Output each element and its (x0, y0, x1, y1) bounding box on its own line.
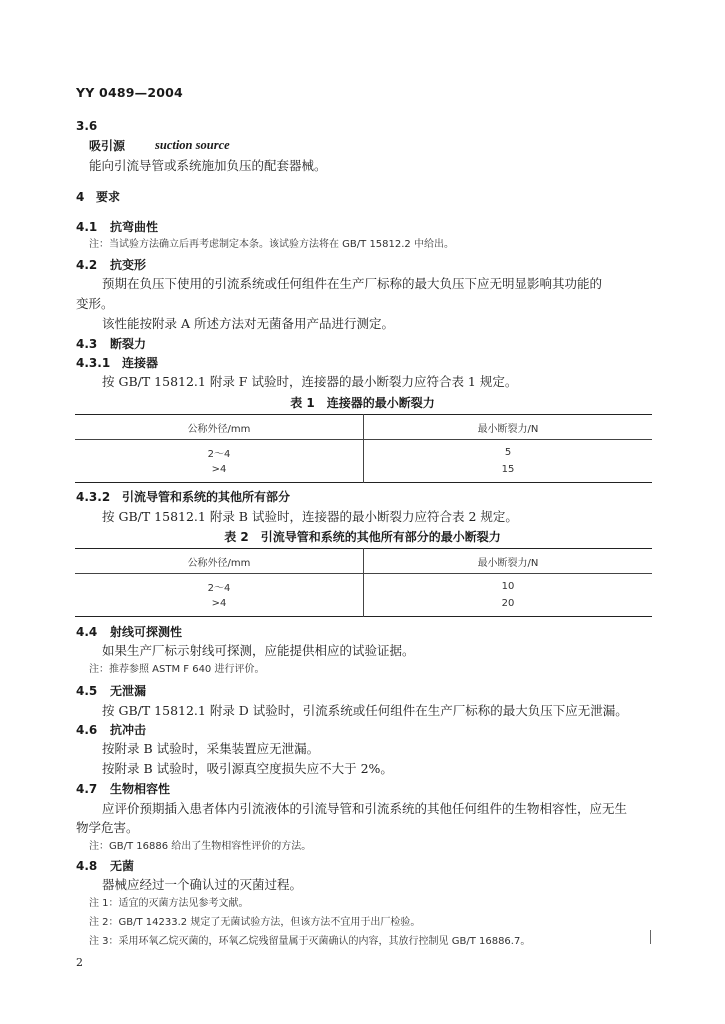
section-4-4-title: 射线可探测性 (110, 625, 183, 639)
section-4-2-title: 抗变形 (110, 258, 147, 272)
table-1-header-diameter: 公称外径/mm (75, 415, 364, 440)
section-4-title: 要求 (96, 190, 121, 204)
section-4-3-1-text: 按 GB/T 15812.1 附录 F 试验时，连接器的最小断裂力应符合表 1 规定。 (102, 374, 518, 389)
table-cell: >4 (75, 595, 364, 617)
table-cell: 2～4 (75, 574, 364, 596)
section-4-1-note: 注：当试验方法确立后再考虑制定本条。该试验方法将在 GB/T 15812.2 中给出。 (89, 239, 454, 250)
table-1-caption: 表 1 连接器的最小断裂力 (290, 396, 435, 410)
table-2-header-force: 最小断裂力/N (364, 549, 653, 574)
section-4-8-note-2: 注 2：GB/T 14233.2 规定了无菌试验方法，但该方法不宜用于出厂检验。 (89, 917, 421, 928)
table-2-caption: 表 2 引流导管和系统的其他所有部分的最小断裂力 (224, 530, 501, 544)
section-3-6-number: 3.6 (76, 119, 98, 133)
table-row (75, 574, 652, 596)
section-4-8-number: 4.8 (76, 859, 98, 873)
section-4-5-text: 按 GB/T 15812.1 附录 D 试验时，引流系统或任何组件在生产厂标称的最大负压下应无泄漏。 (102, 703, 628, 718)
section-4-8-note-1: 注 1：适宜的灭菌方法见参考文献。 (89, 898, 249, 909)
term-chinese: 吸引源 (89, 139, 126, 153)
table-cell: >4 (75, 461, 364, 483)
section-4-4-note: 注：推荐参照 ASTM F 640 进行评价。 (89, 664, 265, 675)
term-english: suction source (155, 138, 230, 152)
section-4-7-number: 4.7 (76, 782, 98, 796)
section-4-3-2-title: 引流导管和系统的其他所有部分 (122, 490, 291, 504)
section-4-3-1-number: 4.3.1 (76, 356, 111, 370)
table-row (75, 461, 652, 483)
section-4-6-number: 4.6 (76, 723, 98, 737)
section-4-1-title: 抗弯曲性 (110, 220, 159, 234)
table-2 (75, 548, 652, 617)
section-4-5-title: 无泄漏 (110, 684, 147, 698)
section-4-2-number: 4.2 (76, 258, 98, 272)
table-cell: 20 (501, 598, 515, 609)
page-number: 2 (76, 956, 83, 969)
section-4-3-1-title: 连接器 (122, 356, 159, 370)
section-4-7-title: 生物相容性 (110, 782, 171, 796)
table-1-header-force: 最小断裂力/N (364, 415, 653, 440)
section-4-8-text: 器械应经过一个确认过的灭菌过程。 (102, 877, 303, 892)
table-row (75, 595, 652, 617)
section-4-number: 4 (76, 190, 85, 204)
section-4-4-text: 如果生产厂标示射线可探测，应能提供相应的试验证据。 (102, 643, 415, 658)
table-cell: 2～4 (75, 440, 364, 462)
section-4-7-line2: 物学危害。 (76, 820, 139, 835)
table-cell: 15 (501, 464, 515, 475)
section-4-7-line1: 应评价预期插入患者体内引流液体的引流导管和引流系统的其他任何组件的生物相容性，应无生 (102, 801, 628, 816)
table-cell: 5 (504, 447, 512, 458)
section-4-8-note-3: 注 3：采用环氧乙烷灭菌的，环氧乙烷残留量属于灭菌确认的内容，其放行控制见 GB/T 16886.7。 (89, 936, 531, 947)
table-2-header-diameter: 公称外径/mm (75, 549, 364, 574)
section-4-6-line2: 按附录 B 试验时，吸引源真空度损失应不大于 2%。 (102, 761, 393, 776)
document-header: YY 0489—2004 (76, 85, 183, 100)
section-4-6-line1: 按附录 B 试验时，采集装置应无泄漏。 (102, 741, 320, 756)
change-bar (650, 930, 651, 944)
section-4-3-title: 断裂力 (110, 337, 147, 351)
section-4-3-number: 4.3 (76, 337, 98, 351)
table-cell: 10 (501, 581, 515, 592)
section-4-3-2-number: 4.3.2 (76, 490, 111, 504)
section-4-4-number: 4.4 (76, 625, 98, 639)
table-1 (75, 414, 652, 483)
section-4-2-para1-line1: 预期在负压下使用的引流系统或任何组件在生产厂标称的最大负压下应无明显影响其功能的 (102, 276, 603, 291)
section-4-2-para2: 该性能按附录 A 所述方法对无菌备用产品进行测定。 (102, 316, 394, 331)
section-4-5-number: 4.5 (76, 684, 98, 698)
section-4-6-title: 抗冲击 (110, 723, 147, 737)
section-4-1-number: 4.1 (76, 220, 98, 234)
term-definition: 能向引流导管或系统施加负压的配套器械。 (89, 158, 327, 173)
section-4-7-note: 注：GB/T 16886 给出了生物相容性评价的方法。 (89, 841, 312, 852)
section-4-3-2-text: 按 GB/T 15812.1 附录 B 试验时，连接器的最小断裂力应符合表 2 规定。 (102, 509, 518, 524)
section-4-8-title: 无菌 (110, 859, 135, 873)
table-row (75, 440, 652, 462)
section-4-2-para1-line2: 变形。 (76, 296, 114, 311)
